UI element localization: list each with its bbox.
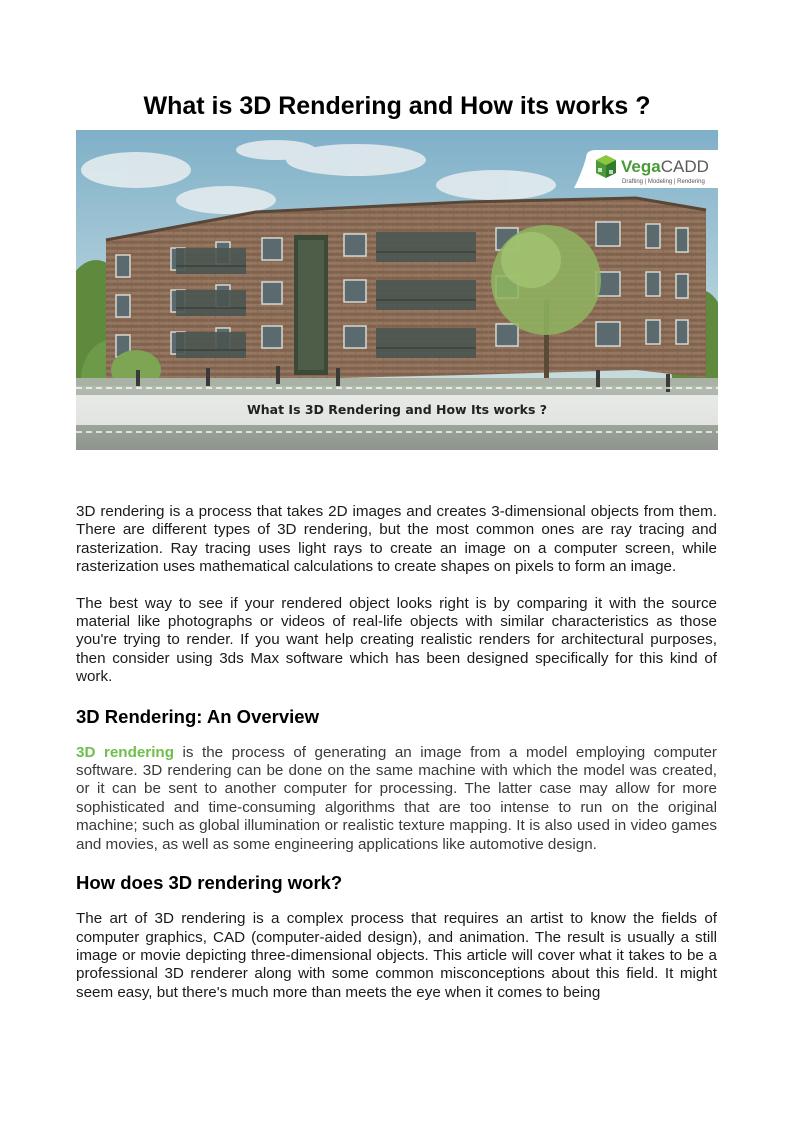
vegacadd-logo <box>574 150 718 188</box>
svg-text:VegaCADD <box>621 157 709 176</box>
logo-brand-cadd: CADD <box>660 157 709 176</box>
paragraph-how-it-works: The art of 3D rendering is a complex process that requires an artist to know the fields of computer graphics, CAD (computer-aided design), and animation. The result is usually a still image or movie depicting three-dimensional objects. This article will cover what it takes to be a professional 3D renderer along with some common misconceptions about this field. It might seem easy, but there's much more than meets the eye when it comes to being <box>76 910 717 1001</box>
hero-banner-text: What Is 3D Rendering and How Its works ? <box>246 402 548 417</box>
article-body <box>76 503 717 1002</box>
heading-how-it-works: How does 3D rendering work? <box>76 872 343 894</box>
logo-brand-vega: Vega <box>621 157 661 176</box>
paragraph-best-way: The best way to see if your rendered object looks right is by comparing it with the source material like photographs or videos of real-life objects with similar characteristics as those you're trying to render. If you want help creating realistic renders for architectural purposes, then consider using 3ds Max software which has been designed specifically for this kind of work. <box>76 594 717 686</box>
building <box>106 198 706 385</box>
heading-overview: 3D Rendering: An Overview <box>76 705 319 727</box>
logo-tagline: Drafting | Modeling | Rendering <box>622 179 705 185</box>
page-title: What is 3D Rendering and How its works ? <box>143 92 651 120</box>
paragraph-intro: 3D rendering is a process that takes 2D images and creates 3-dimensional objects from them. There are different types of 3D rendering, but the most common ones are ray tracing and rasterization. Ray tracing uses light rays to create an image on a computer screen, while rasterization uses mathematical calculations to create shapes on pixels to form an image. <box>76 503 717 576</box>
link-3d-rendering[interactable]: 3D rendering <box>76 743 174 761</box>
hero-image <box>76 130 718 450</box>
paragraph-overview <box>76 744 717 854</box>
paragraph-overview-text: is the process of generating an image from a model employing computer software. 3D rendering can be done on the same machine with which the model was created, or it can be sent to another computer for processing. The latter case may allow for more sophisticated and time-consuming algorithms that are too intense to run on the original machine; such as global illumination or realistic texture mapping. It is also used in video games and movies, as well as some engineering applications like automotive design. <box>76 743 717 853</box>
